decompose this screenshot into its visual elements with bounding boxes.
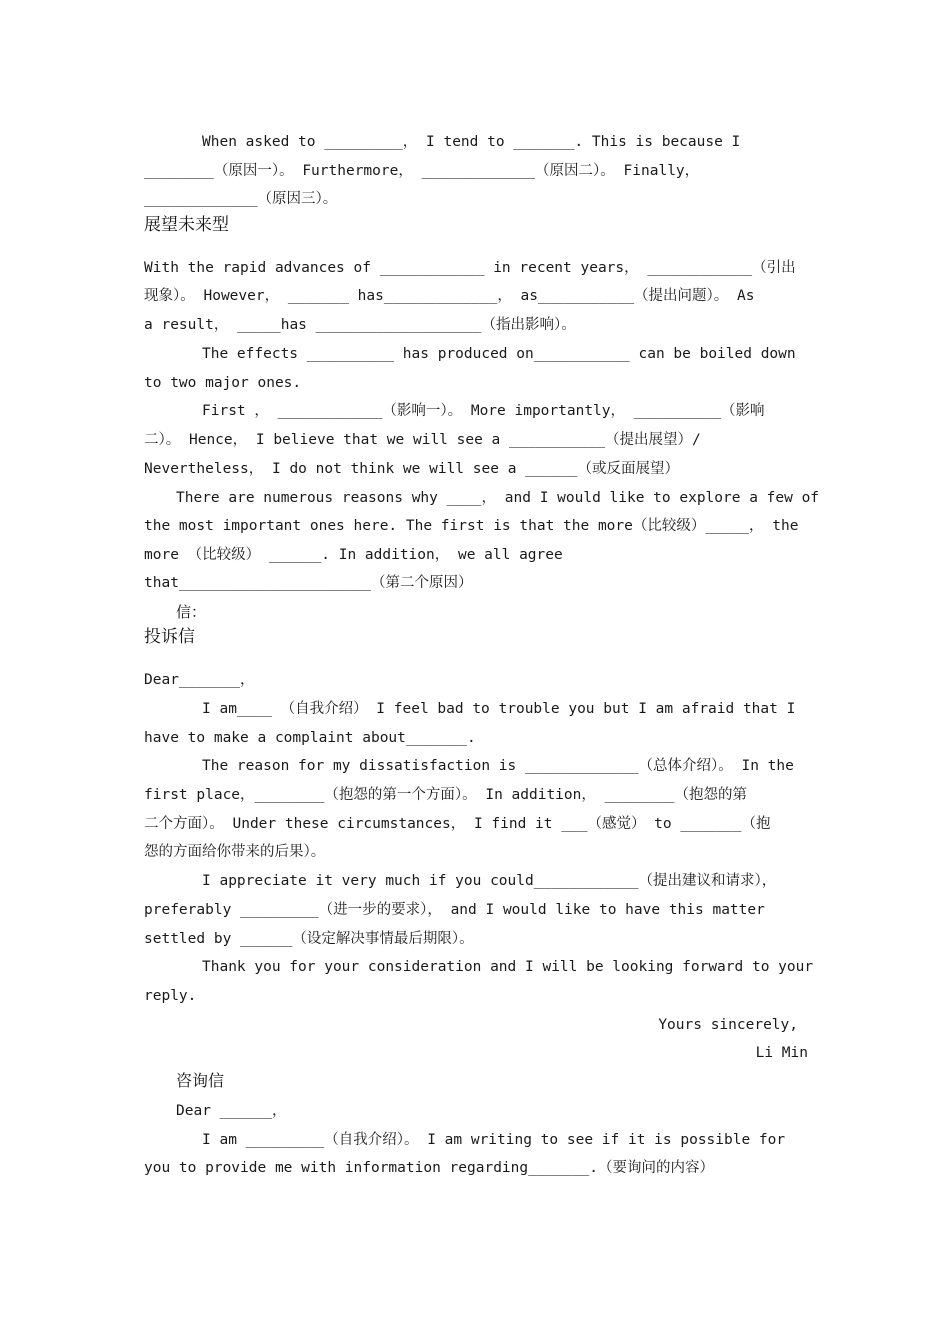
complaint-line-5: first place，________（抱怨的第一个方面）。 In addition， ________（抱怨的第 xyxy=(144,787,747,803)
reasons-line-3: _____________（原因三）。 xyxy=(144,191,338,207)
inquiry-heading: 咨询信 xyxy=(176,1071,225,1090)
complaint-line-2: I am____ （自我介绍） I feel bad to trouble you but I am afraid that I xyxy=(202,701,796,717)
inquiry-line-3: you to provide me with information regarding_______.（要询问的内容） xyxy=(144,1160,714,1176)
future-line-7: 二）。 Hence， I believe that we will see a ___________（提出展望）/ xyxy=(144,432,701,448)
reasons-line-1: When asked to _________， I tend to _______. This is because I xyxy=(202,134,741,150)
complaint-line-3: have to make a complaint about_______. xyxy=(144,730,476,746)
future-line-11: more （比较级） ______. In addition， we all agree xyxy=(144,547,563,563)
future-heading: 展望未来型 xyxy=(144,215,229,235)
complaint-line-1: Dear_______， xyxy=(144,672,255,688)
future-line-5: to two major ones. xyxy=(144,375,302,391)
future-line-3: a result， _____has ___________________（指出影响）。 xyxy=(144,317,576,333)
complaint-line-11: Thank you for your consideration and I will be looking forward to your xyxy=(202,959,814,975)
future-line-10: the most important ones here. The first is that the more（比较级）_____， the xyxy=(144,518,799,534)
inquiry-line-2: I am _________（自我介绍）。 I am writing to see if it is possible for xyxy=(202,1132,786,1148)
future-line-13: 信： xyxy=(176,603,207,621)
complaint-line-9: preferably _________（进一步的要求）， and I would like to have this matter xyxy=(144,902,765,918)
future-line-9: There are numerous reasons why ____， and I would like to explore a few of xyxy=(176,490,820,506)
future-line-12: that______________________（第二个原因） xyxy=(144,575,473,591)
future-line-8: Nevertheless， I do not think we will see a ______（或反面展望） xyxy=(144,461,680,477)
complaint-closing: Yours sincerely, xyxy=(658,1017,798,1033)
reasons-line-2: ________（原因一）。 Furthermore， _____________（原因二）。 Finally， xyxy=(144,163,700,179)
future-line-4: The effects __________ has produced on___________ can be boiled down xyxy=(202,346,796,362)
complaint-heading: 投诉信 xyxy=(144,627,195,647)
complaint-line-4: The reason for my dissatisfaction is _____________（总体介绍）。 In the xyxy=(202,758,794,774)
complaint-line-10: settled by ______（设定解决事情最后期限）。 xyxy=(144,931,474,947)
complaint-signature: Li Min xyxy=(755,1045,808,1061)
future-line-6: First ， ____________（影响一）。 More importantly， __________（影响 xyxy=(202,403,765,419)
complaint-line-6: 二个方面）。 Under these circumstances， I find it ___（感觉） to _______（抱 xyxy=(144,816,771,832)
complaint-line-8: I appreciate it very much if you could____________（提出建议和请求）， xyxy=(202,873,777,889)
complaint-line-7: 怨的方面给你带来的后果）。 xyxy=(144,844,326,860)
future-line-1: With the rapid advances of ____________ in recent years， ____________（引出 xyxy=(144,260,796,276)
complaint-line-12: reply. xyxy=(144,988,197,1004)
future-line-2: 现象）。 However， _______ has_____________， as___________（提出问题）。 As xyxy=(144,288,755,304)
inquiry-line-1: Dear ______， xyxy=(176,1103,287,1119)
